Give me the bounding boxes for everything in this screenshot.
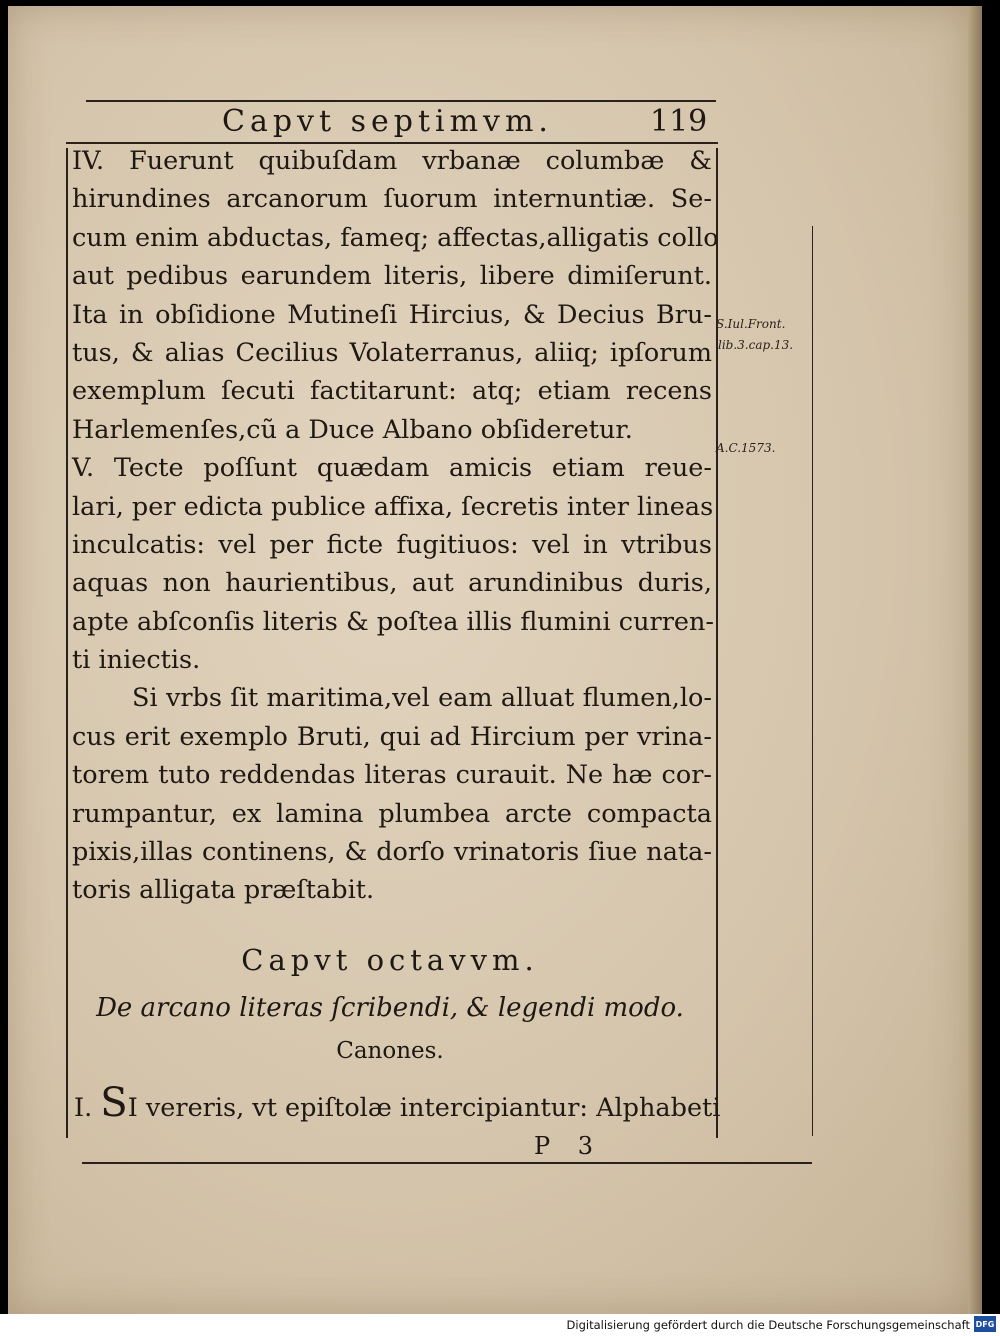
running-head: Capvt septimvm.: [222, 104, 553, 139]
margin-note-source-ref: lib.3.cap.13.: [718, 338, 794, 352]
text-line: cus erit exemplo Bruti, qui ad Hircium per vrina-: [72, 721, 712, 752]
chapter-subtitle: De arcano literas ſcribendi, & legendi modo.: [96, 993, 684, 1023]
dfg-logo-icon: DFG: [974, 1316, 996, 1332]
text-line: Harlemenſes,cũ a Duce Albano obſideretur.: [72, 414, 633, 445]
left-frame-line: [66, 148, 68, 1138]
margin-note-date: A.C.1573.: [716, 441, 776, 455]
page-edge: [968, 6, 982, 1314]
text-line: apte abſconſis literis & poſtea illis flumini curren-: [72, 606, 715, 637]
section-label: Canones.: [336, 1038, 444, 1064]
signature-mark: P 3: [534, 1132, 604, 1160]
text-line: Ita in obſidione Mutineſi Hircius, & Decius Bru-: [72, 299, 712, 330]
text-line: aut pedibus earundem literis, libere dimiſerunt.: [72, 261, 712, 292]
text-line: toris alligata præſtabit.: [72, 875, 375, 906]
text-line: IV. Fuerunt quibuſdam vrbanæ columbæ &: [72, 146, 712, 176]
canon-first-line: [74, 1080, 721, 1126]
text-line: hirundines arcanorum ſuorum internuntiæ. Se-: [72, 184, 712, 215]
main-text-block: [72, 142, 719, 910]
canon-number: I.: [74, 1093, 93, 1123]
bottom-rule: [82, 1162, 812, 1164]
page-number: 119: [650, 104, 708, 139]
inner-right-frame-line: [716, 148, 718, 1138]
text-line: torem tuto reddendas literas curauit. Ne hæ cor-: [72, 760, 712, 791]
chapter-heading: Capvt octavvm.: [241, 943, 539, 977]
footer-credit: Digitalisierung gefördert durch die Deutsche Forschungsgemeinschaft: [566, 1318, 970, 1332]
top-rule: [86, 100, 716, 102]
text-line: Si vrbs ſit maritima,vel eam alluat flumen,lo-: [132, 683, 712, 714]
text-line: aquas non haurientibus, aut arundinibus duris,: [72, 568, 712, 599]
text-line: pixis,illas continens, & dorſo vrinatoris ſiue nata-: [72, 837, 712, 868]
text-line: tus, & alias Cecilius Volaterranus, aliiq; ipſorum: [72, 337, 712, 368]
margin-note-source: S.Iul.Front.: [716, 317, 786, 331]
drop-capital: S: [100, 1080, 128, 1126]
text-line: ti iniectis.: [72, 645, 201, 676]
text-line: lari, per edicta publice affixa, ſecretis inter lineas: [72, 491, 714, 522]
text-line: V. Tecte poſſunt quædam amicis etiam reue-: [72, 453, 712, 484]
outer-right-frame-line: [812, 226, 813, 1136]
text-line: rumpantur, ex lamina plumbea arcte compacta: [72, 798, 712, 829]
text-line: cum enim abductas, fameq; affectas,alligatis collo: [72, 222, 719, 253]
text-line: inculcatis: vel per ficte fugitiuos: vel in vtribus: [72, 529, 712, 560]
canon-text: I vereris, vt epiſtolæ intercipiantur: Alphabeti: [127, 1093, 721, 1123]
text-line: exemplum ſecuti factitarunt: atq; etiam recens: [72, 376, 712, 407]
